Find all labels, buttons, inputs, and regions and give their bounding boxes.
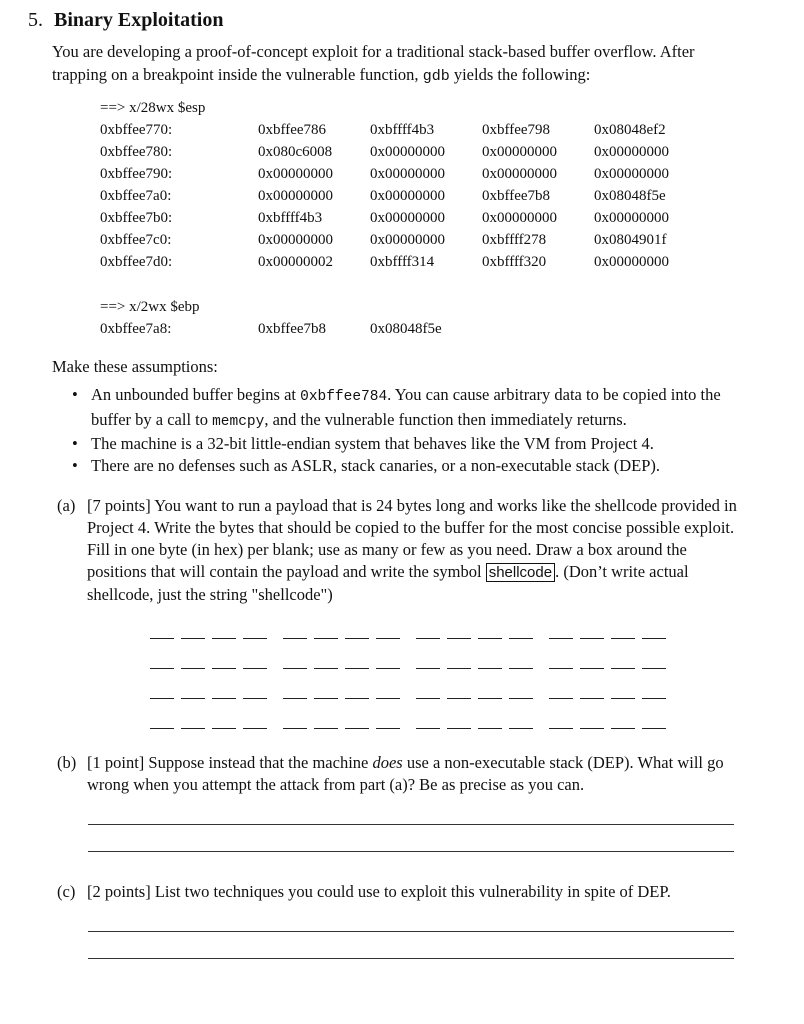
- part-b-text: [87, 752, 747, 796]
- answer-line-c1[interactable]: [88, 931, 734, 932]
- byte-blank[interactable]: [478, 698, 502, 699]
- byte-blank[interactable]: [376, 698, 400, 699]
- memory-address: 0xbffee790:: [100, 166, 173, 182]
- memory-address: 0xbffee7b0:: [100, 210, 173, 226]
- memory-word: 0x00000000: [370, 166, 445, 182]
- memory-word: 0x08048f5e: [370, 321, 442, 337]
- byte-blank-row: [150, 716, 680, 746]
- memory-word: 0x00000000: [370, 188, 445, 204]
- memory-address: 0xbffee7a0:: [100, 188, 172, 204]
- byte-blank[interactable]: [376, 728, 400, 729]
- gdb-command-ebp: ==> x/2wx $ebp: [100, 299, 200, 315]
- byte-blank[interactable]: [150, 728, 174, 729]
- memory-word: 0xbffee786: [258, 122, 327, 138]
- memory-word: 0x08048ef2: [594, 122, 666, 138]
- byte-blank[interactable]: [642, 638, 666, 639]
- byte-blank[interactable]: [416, 638, 440, 639]
- memory-row: [100, 318, 442, 340]
- memcpy-name: memcpy: [212, 413, 265, 430]
- memory-word: 0x00000000: [482, 144, 557, 160]
- byte-blank[interactable]: [549, 638, 573, 639]
- byte-blank[interactable]: [181, 698, 205, 699]
- intro-text-2: yields the following:: [449, 65, 591, 84]
- part-b: [57, 752, 747, 796]
- byte-blanks: [150, 626, 680, 746]
- part-c-text: [2 points] List two techniques you could use to exploit this vulnerability in spite of DEP.: [87, 882, 671, 901]
- byte-blank[interactable]: [580, 668, 604, 669]
- assumptions-list: [72, 384, 752, 476]
- memory-word: 0x00000000: [370, 210, 445, 226]
- byte-blank[interactable]: [549, 668, 573, 669]
- memory-row: [100, 141, 669, 163]
- memory-word: 0x00000000: [258, 188, 333, 204]
- part-b-label: (b): [57, 753, 77, 772]
- shellcode-symbol: shellcode: [486, 563, 555, 582]
- byte-blank[interactable]: [212, 638, 236, 639]
- memory-word: 0x00000000: [594, 210, 669, 226]
- part-a-text-2: . (Don’t write actual shellcode, just the string "shellcode"): [87, 562, 689, 604]
- byte-blank[interactable]: [314, 638, 338, 639]
- byte-blank[interactable]: [314, 668, 338, 669]
- byte-blank[interactable]: [181, 638, 205, 639]
- memory-word: 0x00000000: [594, 144, 669, 160]
- byte-blank[interactable]: [150, 698, 174, 699]
- byte-blank[interactable]: [509, 728, 533, 729]
- part-c: [57, 881, 747, 903]
- memory-address: 0xbffee7d0:: [100, 254, 173, 270]
- byte-blank[interactable]: [478, 668, 502, 669]
- answer-line-b2[interactable]: [88, 851, 734, 852]
- byte-blank[interactable]: [478, 638, 502, 639]
- problem-heading: [28, 9, 223, 32]
- byte-blank[interactable]: [580, 728, 604, 729]
- byte-blank[interactable]: [549, 698, 573, 699]
- memory-word: 0xbffee798: [482, 122, 551, 138]
- byte-blank[interactable]: [243, 668, 267, 669]
- byte-blank[interactable]: [447, 668, 471, 669]
- byte-blank[interactable]: [376, 668, 400, 669]
- memory-word: 0x08048f5e: [594, 188, 666, 204]
- byte-blank[interactable]: [509, 668, 533, 669]
- byte-blank[interactable]: [611, 698, 635, 699]
- assumption-text: An unbounded buffer begins at: [91, 385, 301, 404]
- assumptions-title: Make these assumptions:: [52, 357, 218, 376]
- part-a-text: [87, 495, 747, 606]
- byte-blank[interactable]: [283, 728, 307, 729]
- memory-word: 0xbffff4b3: [258, 210, 323, 226]
- intro-text-1: You are developing a proof-of-concept exploit for a traditional stack-based buffer overflow. After trapping on a breakpoint inside the vulnerable function,: [52, 42, 695, 84]
- assumption-text: , and the vulnerable function then immediately returns.: [264, 409, 627, 429]
- byte-blank[interactable]: [314, 728, 338, 729]
- byte-blank[interactable]: [416, 698, 440, 699]
- part-a: [57, 495, 747, 606]
- memory-word: 0x00000000: [370, 232, 445, 248]
- memory-address: 0xbffee7c0:: [100, 232, 172, 248]
- byte-blank[interactable]: [580, 698, 604, 699]
- answer-line-b1[interactable]: [88, 824, 734, 825]
- answer-line-c2[interactable]: [88, 958, 734, 959]
- assumption-item: [72, 433, 752, 455]
- gdb-ebp-dump: [100, 296, 442, 340]
- memory-row: [100, 251, 669, 273]
- buffer-address: 0xbffee784: [300, 389, 388, 405]
- memory-word: 0x080c6008: [258, 144, 333, 160]
- byte-blank[interactable]: [549, 728, 573, 729]
- memory-word: 0x00000000: [594, 166, 669, 182]
- byte-blank[interactable]: [447, 728, 471, 729]
- memory-row: [100, 207, 669, 229]
- byte-blank[interactable]: [376, 638, 400, 639]
- byte-blank[interactable]: [416, 668, 440, 669]
- byte-blank[interactable]: [181, 728, 205, 729]
- byte-blank[interactable]: [283, 638, 307, 639]
- byte-blank[interactable]: [345, 698, 369, 699]
- memory-address: 0xbffee780:: [100, 144, 173, 160]
- byte-blank[interactable]: [314, 698, 338, 699]
- gdb-command-esp: ==> x/28wx $esp: [100, 100, 206, 116]
- part-b-text-1: [1 point] Suppose instead that the machine: [87, 753, 373, 772]
- assumption-text: . You can cause arbitrary data to be copied into the buffer by a call to: [91, 385, 721, 429]
- memory-row: [100, 229, 667, 251]
- memory-word: 0xbffff278: [482, 232, 547, 248]
- byte-blank[interactable]: [642, 698, 666, 699]
- byte-blank[interactable]: [283, 668, 307, 669]
- problem-title: Binary Exploitation: [54, 9, 224, 31]
- gdb-esp-dump: [100, 97, 669, 273]
- byte-blank[interactable]: [181, 668, 205, 669]
- byte-blank[interactable]: [212, 668, 236, 669]
- byte-blank[interactable]: [345, 668, 369, 669]
- memory-word: 0xbffff320: [482, 254, 547, 270]
- assumption-text: The machine is a 32-bit little-endian system that behaves like the VM from Project 4.: [91, 434, 654, 453]
- memory-word: 0xbffff314: [370, 254, 435, 270]
- byte-blank[interactable]: [611, 728, 635, 729]
- memory-row: [100, 163, 669, 185]
- memory-word: 0xbffee7b8: [258, 321, 327, 337]
- byte-blank[interactable]: [150, 668, 174, 669]
- byte-blank[interactable]: [416, 728, 440, 729]
- intro-gdb: gdb: [422, 68, 450, 85]
- byte-blank[interactable]: [243, 728, 267, 729]
- problem-intro: [52, 40, 752, 88]
- part-b-emphasis: does: [372, 753, 403, 772]
- memory-word: 0xbffee7b8: [482, 188, 551, 204]
- assumption-item: [72, 384, 752, 433]
- assumption-text: There are no defenses such as ASLR, stack canaries, or a non-executable stack (DEP).: [91, 455, 661, 475]
- memory-word: 0x00000000: [370, 144, 445, 160]
- byte-blank[interactable]: [345, 728, 369, 729]
- byte-blank-row: [150, 626, 680, 656]
- byte-blank[interactable]: [447, 638, 471, 639]
- byte-blank[interactable]: [243, 698, 267, 699]
- byte-blank[interactable]: [345, 638, 369, 639]
- byte-blank[interactable]: [447, 698, 471, 699]
- byte-blank[interactable]: [150, 638, 174, 639]
- byte-blank[interactable]: [642, 668, 666, 669]
- memory-word: 0x00000002: [258, 254, 333, 270]
- memory-row: [100, 185, 666, 207]
- byte-blank-row: [150, 656, 680, 686]
- memory-word: 0x00000000: [482, 166, 557, 182]
- part-c-label: (c): [57, 882, 76, 901]
- memory-row: [100, 119, 666, 141]
- byte-blank[interactable]: [283, 698, 307, 699]
- byte-blank[interactable]: [642, 728, 666, 729]
- problem-number: 5.: [28, 9, 43, 31]
- memory-word: 0xbffff4b3: [370, 122, 435, 138]
- memory-word: 0x0804901f: [594, 232, 667, 248]
- byte-blank-row: [150, 686, 680, 716]
- memory-address: 0xbffee770:: [100, 122, 173, 138]
- memory-word: 0x00000000: [258, 232, 333, 248]
- part-a-text-1: [7 points] You want to run a payload that is 24 bytes long and works like the shellcode provided in Project 4. Write the bytes that should be copied to the buffer for the most concise possible exploit. Fill in one byte (in hex) per blank; use as many or few as you need. Draw a box around the positions that will contain the payload and write the symbol: [87, 496, 737, 581]
- byte-blank[interactable]: [478, 728, 502, 729]
- byte-blank[interactable]: [580, 638, 604, 639]
- byte-blank[interactable]: [509, 698, 533, 699]
- memory-word: 0x00000000: [594, 254, 669, 270]
- part-b-text-2: use a non-executable stack (DEP). What will go wrong when you attempt the attack from part (a)? Be as precise as you can.: [87, 753, 724, 794]
- byte-blank[interactable]: [212, 698, 236, 699]
- byte-blank[interactable]: [611, 638, 635, 639]
- assumption-item: [72, 455, 752, 477]
- byte-blank[interactable]: [611, 668, 635, 669]
- byte-blank[interactable]: [509, 638, 533, 639]
- memory-address: 0xbffee7a8:: [100, 321, 172, 337]
- part-a-label: (a): [57, 496, 76, 515]
- byte-blank[interactable]: [243, 638, 267, 639]
- byte-blank[interactable]: [212, 728, 236, 729]
- memory-word: 0x00000000: [482, 210, 557, 226]
- memory-word: 0x00000000: [258, 166, 333, 182]
